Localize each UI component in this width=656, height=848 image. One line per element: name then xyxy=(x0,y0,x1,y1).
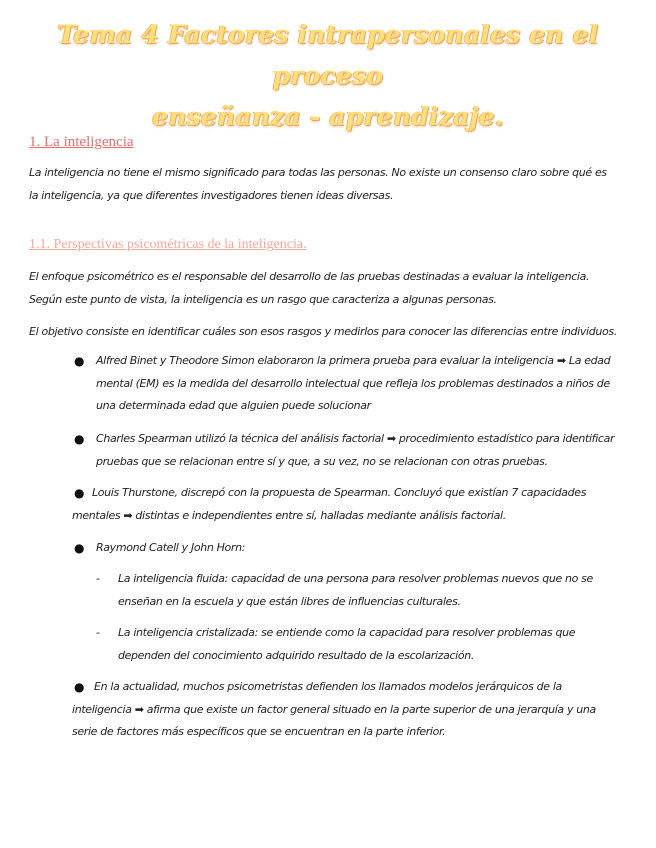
sub-item-cristalizada: La inteligencia cristalizada: se entiende como la capacidad para resolver problemas que dependen del conocimiento adquirido resultado de la escolarización. xyxy=(118,626,576,662)
bullet-dot-icon: ● xyxy=(74,541,85,555)
list-item-thurstone: Louis Thurstone, discrepó con la propuesta de Spearman. Concluyó que existían 7 capacidades mentales ➡ distintas e independientes entre sí, halladas mediante análisis factorial. xyxy=(72,486,587,522)
list-item-spearman: Charles Spearman utilizó la técnica del análisis factorial ➡ procedimiento estadístico para identificar pruebas que se relacionan entre sí y que, a su vez, no se relacionan con otras pruebas. xyxy=(96,432,615,468)
title-line-1: Tema 4 Factores intrapersonales en el proceso xyxy=(57,20,599,90)
title-line-2: enseñanza - aprendizaje. xyxy=(152,102,504,131)
paragraph-objetivo: El objetivo consiste en identificar cuáles son esos rasgos y medirlos para conocer las diferencias entre individuos. xyxy=(29,325,617,338)
page-title xyxy=(40,14,616,137)
list-item-modelos-jerarquicos-text: En la actualidad, muchos psicometristas defienden los llamados modelos jerárquicos de la inteligencia ➡ afirma que existe un factor general situado en la parte superior de una jerarquía y una serie de factores más específicos que se encuentran en la parte inferior. xyxy=(72,680,596,738)
bullet-dot-icon: ● xyxy=(74,354,85,368)
list-item-modelos-jerarquicos xyxy=(72,676,618,744)
list-item-binet: Alfred Binet y Theodore Simon elaboraron la primera prueba para evaluar la inteligencia ➡ La edad mental (EM) es la medida del desarrollo intelectual que refleja los problemas destinados a niños de una determinada edad que alguien puede solucionar xyxy=(96,354,611,412)
bullet-dot-icon: ● xyxy=(74,486,85,500)
dash-icon: - xyxy=(96,626,100,639)
subsection-heading-psicometricas: 1.1. Perspectivas psicométricas de la inteligencia. xyxy=(29,237,307,252)
bullet-dot-icon: ● xyxy=(74,680,85,694)
bullet-dot-icon: ● xyxy=(74,432,85,446)
paragraph-enfoque: El enfoque psicométrico es el responsable del desarrollo de las pruebas destinadas a evaluar la inteligencia. Según este punto de vista, la inteligencia es un rasgo que caracteriza a algunas personas. xyxy=(29,270,590,306)
list-item-catell-horn: Raymond Catell y John Horn: xyxy=(96,541,246,554)
paragraph-intro: La inteligencia no tiene el mismo significado para todas las personas. No existe un consenso claro sobre qué es la inteligencia, ya que diferentes investigadores tienen ideas diversas. xyxy=(29,166,607,202)
dash-icon: - xyxy=(96,572,100,585)
section-heading-inteligencia: 1. La inteligencia xyxy=(29,134,134,150)
sub-item-fluida: La inteligencia fluida: capacidad de una persona para resolver problemas nuevos que no se enseñan en la escuela y que están libres de influencias culturales. xyxy=(118,572,593,608)
